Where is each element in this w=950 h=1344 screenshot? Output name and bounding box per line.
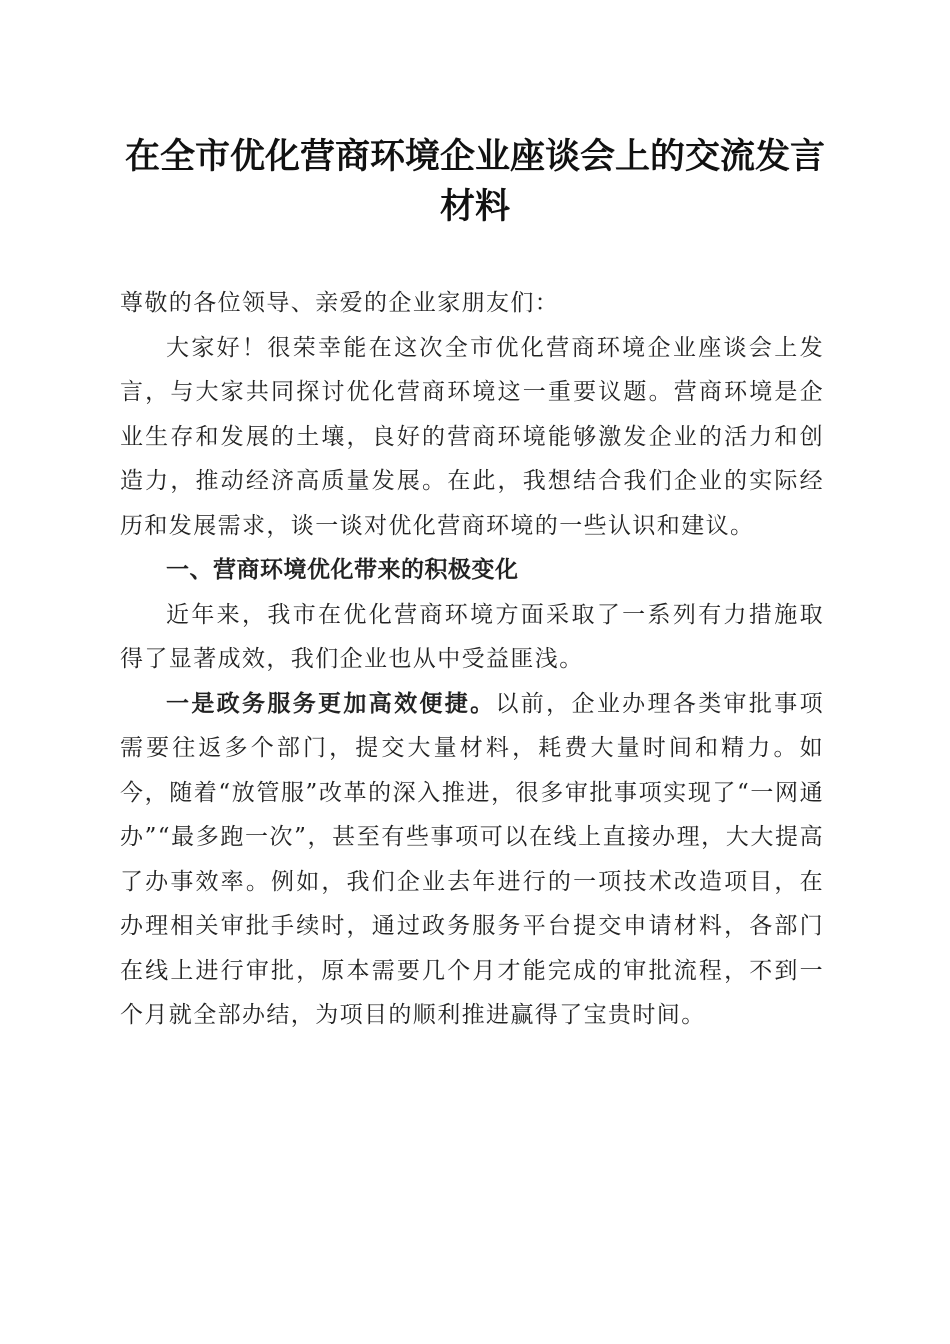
title-line-2: 材料 <box>439 186 510 227</box>
intro-paragraph: 大家好！很荣幸能在这次全市优化营商环境企业座谈会上发言，与大家共同探讨优化营商环境这一重要议题。营商环境是企业生存和发展的土壤，良好的营商环境能够激发企业的活力和创造力，推动经济高质量发展。在此，我想结合我们企业的实际经历和发展需求，谈一谈对优化营商环境的一些认识和建议。 <box>120 334 824 539</box>
section-heading-1: 一、营商环境优化带来的积极变化 <box>166 557 519 583</box>
title-line-1: 在全市优化营商环境企业座谈会上的交流发言 <box>124 136 825 177</box>
document-title <box>100 132 850 232</box>
point-1-paragraph <box>120 682 824 1038</box>
point-1-body: 以前，企业办理各类审批事项需要往返多个部门，提交大量材料，耗费大量时间和精力。如今，随着“放管服”改革的深入推进，很多审批事项实现了“一网通办”“最多跑一次”，甚至有些事项可以在线上直接办理，大大提高了办事效率。例如，我们企业去年进行的一项技术改造项目，在办理相关审批手续时，通过政务服务平台提交申请材料，各部门在线上进行审批，原本需要几个月才能完成的审批流程，不到一个月就全部办结，为项目的顺利推进赢得了宝贵时间。 <box>120 690 824 1028</box>
document-body <box>120 281 824 1038</box>
point-1-lead: 一是政务服务更加高效便捷。 <box>166 689 496 717</box>
section-1-intro-paragraph: 近年来，我市在优化营商环境方面采取了一系列有力措施取得了显著成效，我们企业也从中受益匪浅。 <box>120 601 824 672</box>
salutation: 尊敬的各位领导、亲爱的企业家朋友们： <box>120 290 560 316</box>
